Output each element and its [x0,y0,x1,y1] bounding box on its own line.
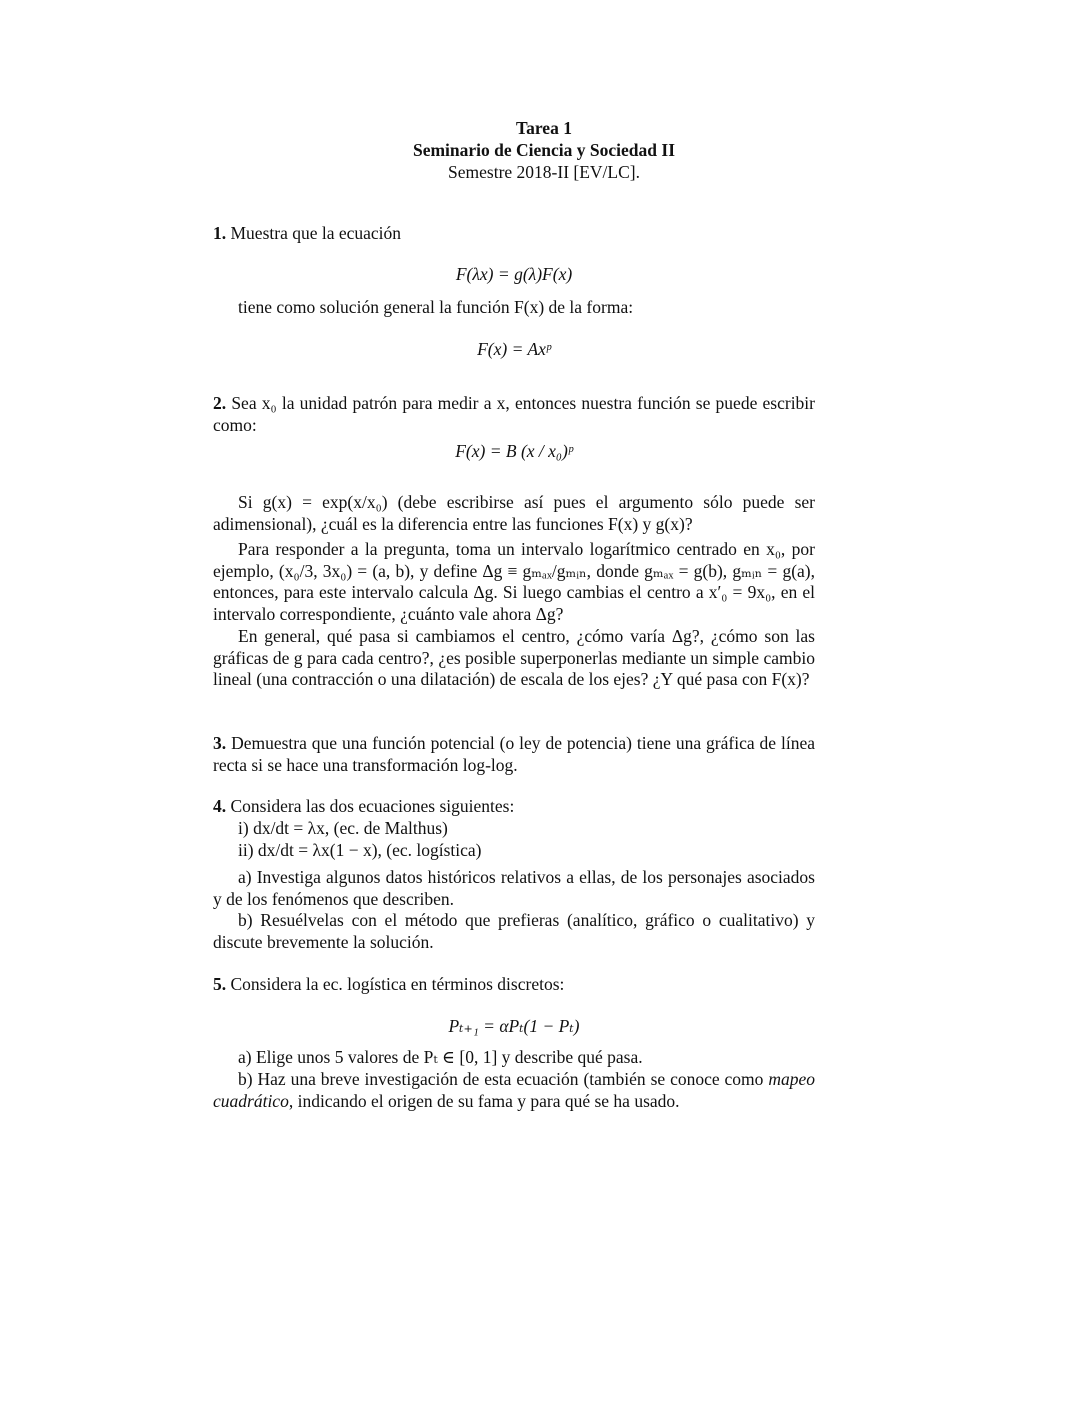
problem-5-intro: 5. Considera la ec. logística en términos discretos: [213,974,565,994]
semester: Semestre 2018-II [EV/LC]. [448,162,640,182]
problem-2-equation: F(x) = B (x / x₀)ᵖ [455,441,573,461]
problem-5-part-a: a) Elige unos 5 valores de Pₜ ∈ [0, 1] y describe qué pasa. [238,1047,643,1067]
problem-4-part-a: a) Investiga algunos datos históricos relativos a ellas, de los personajes asociados y de los fenómenos que describen. [213,867,815,909]
problem-1-equation-2: F(x) = Axᵖ [477,339,551,359]
problem-4-equation-i: i) dx/dt = λx, (ec. de Malthus) [238,818,448,838]
document-title: Tarea 1 [516,118,572,138]
problem-4-part-b: b) Resuélvelas con el método que prefieras (analítico, gráfico o cualitativo) y discute brevemente la solución. [213,910,815,952]
problem-1-intro: 1. Muestra que la ecuación [213,223,402,243]
problem-4-intro: 4. Considera las dos ecuaciones siguientes: [213,796,515,816]
problem-2-paragraph-2: Para responder a la pregunta, toma un intervalo logarítmico centrado en x₀, por ejemplo, (x₀/3, 3x₀) = (a, b), y define Δg ≡ gₘₐₓ/gₘᵢₙ, donde gₘₐₓ = g(b), gₘᵢₙ = g(a), entonces, para este intervalo calcula Δg. Si luego cambias el centro a x′₀ = 9x₀, en el intervalo correspondiente, ¿cuánto vale ahora Δg? [213,539,815,624]
problem-5-part-b: b) Haz una breve investigación de esta ecuación (también se conoce como mapeo cuadrático, indicando el origen de su fama y para qué se ha usado. [213,1069,815,1111]
problem-2-paragraph-3: En general, qué pasa si cambiamos el centro, ¿cómo varía Δg?, ¿cómo son las gráficas de g para cada centro?, ¿es posible superponerlas mediante un simple cambio lineal (una contracción o una dilatación) de escala de los ejes? ¿Y qué pasa con F(x)? [213,626,815,689]
problem-2-intro: 2. Sea x₀ la unidad patrón para medir a x, entonces nuestra función se puede escribir como: [213,393,816,435]
course-name: Seminario de Ciencia y Sociedad II [412,140,676,160]
problem-4-equation-ii: ii) dx/dt = λx(1 − x), (ec. logística) [238,840,482,860]
problem-2-paragraph-1: Si g(x) = exp(x/x₀) (debe escribirse así pues el argumento sólo puede ser adimensional), ¿cuál es la diferencia entre las funciones F(x) y g(x)? [213,492,815,534]
problem-3: 3. Demuestra que una función potencial (o ley de potencia) tiene una gráfica de línea recta si se hace una transformación log-log. [213,733,816,775]
problem-5-equation: Pₜ₊₁ = αPₜ(1 − Pₜ) [448,1016,580,1036]
problem-1-text: tiene como solución general la función F(x) de la forma: [238,297,634,317]
problem-1-equation-1: F(λx) = g(λ)F(x) [455,264,573,284]
